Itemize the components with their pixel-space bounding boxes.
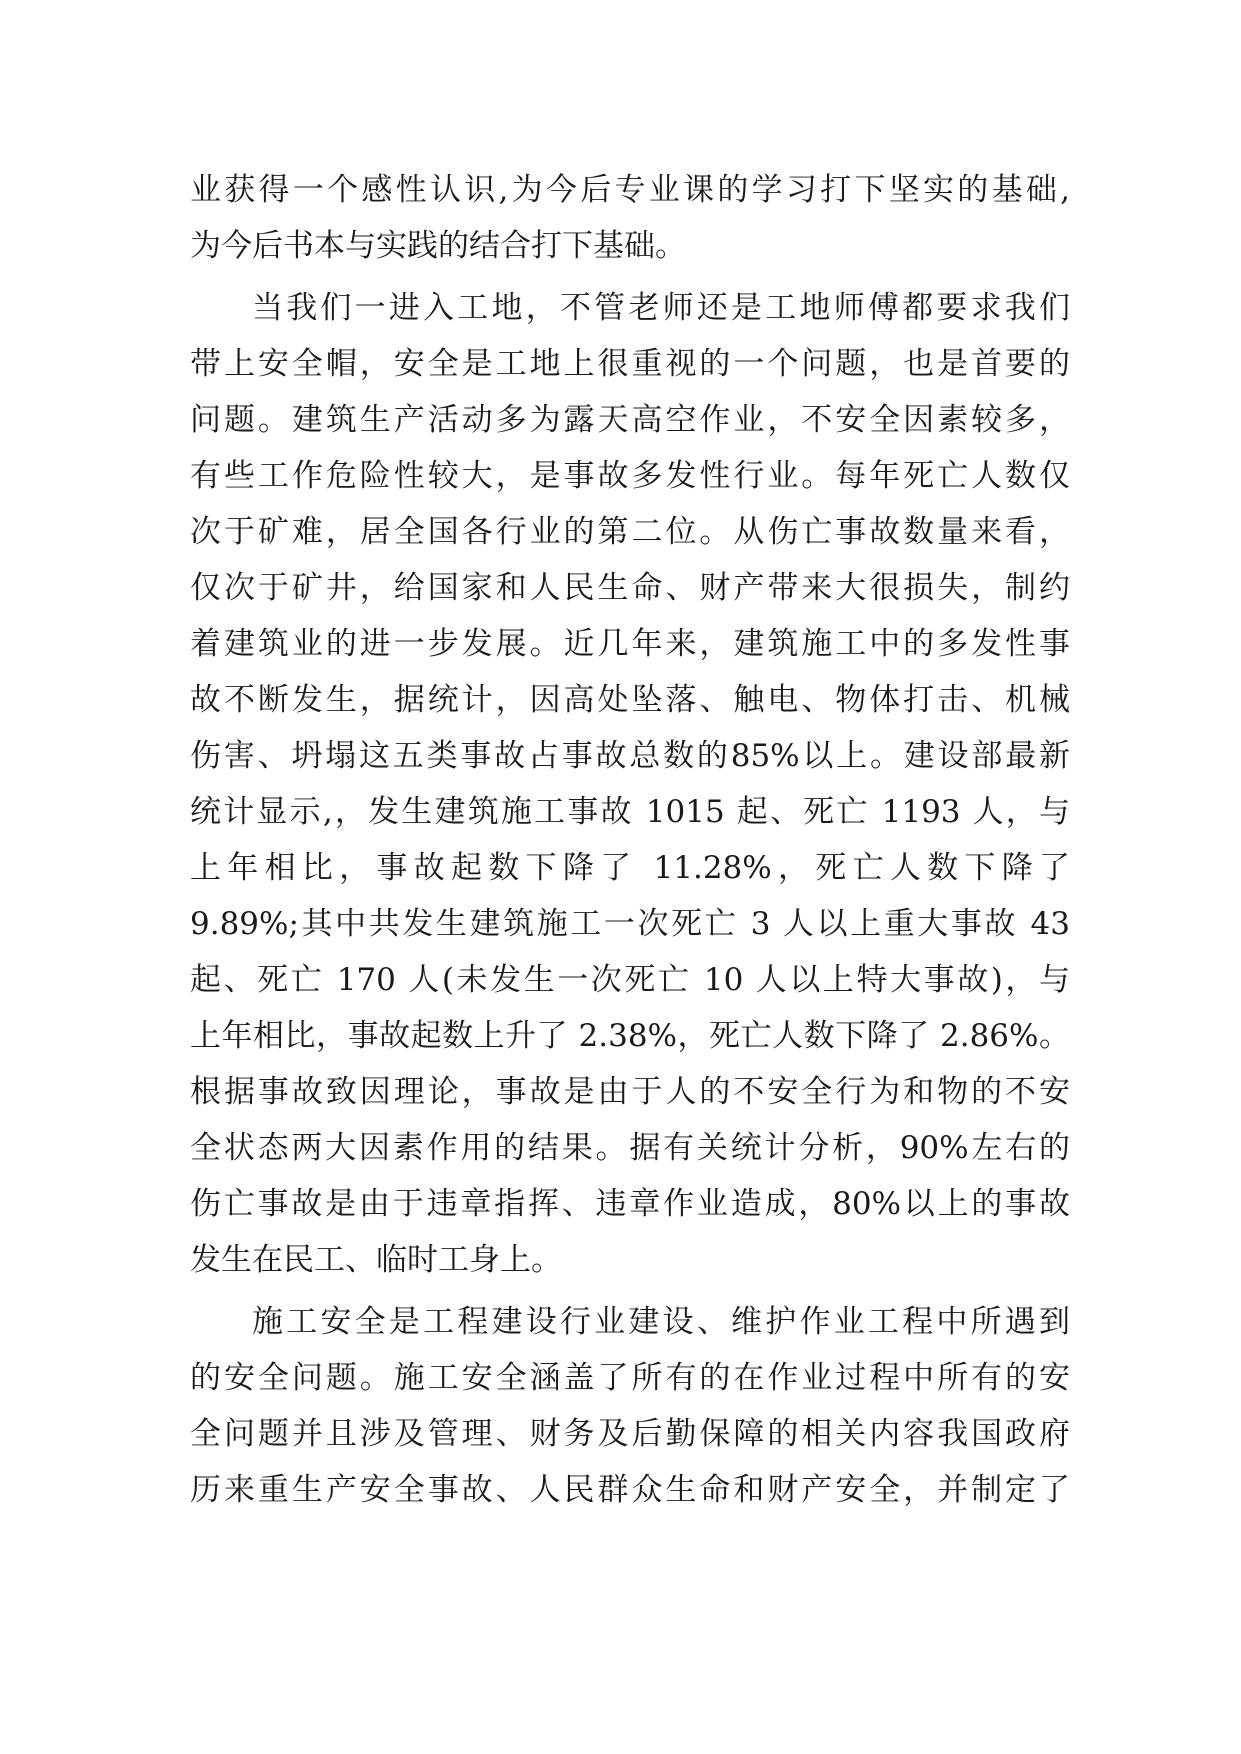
- paragraph-line: 施工安全是工程建设行业建设、维护作业工程中所遇到: [252, 1304, 1070, 1340]
- paragraph-line: 次于矿难，居全国各行业的第二位。从伤亡事故数量来看，: [190, 514, 1070, 550]
- paragraph-line: 仅次于矿井，给国家和人民生命、财产带来大很损失，制约: [190, 570, 1070, 606]
- paragraph-1: [190, 162, 1070, 274]
- paragraph-line: 有些工作危险性较大，是事故多发性行业。每年死亡人数仅: [190, 458, 1070, 494]
- paragraph-line: 着建筑业的进一步发展。近几年来，建筑施工中的多发性事: [190, 626, 1070, 662]
- paragraph-2: [190, 280, 1070, 1288]
- paragraph-line: 带上安全帽，安全是工地上很重视的一个问题，也是首要的: [190, 346, 1070, 382]
- paragraph-line: 伤亡事故是由于违章指挥、违章作业造成，80%以上的事故: [190, 1186, 1070, 1222]
- paragraph-line: 上年相比，事故起数下降了 11.28%，死亡人数下降了: [190, 850, 1070, 886]
- paragraph-line: 当我们一进入工地，不管老师还是工地师傅都要求我们: [252, 290, 1070, 326]
- paragraph-line: 全问题并且涉及管理、财务及后勤保障的相关内容我国政府: [190, 1416, 1070, 1452]
- paragraph-line: 全状态两大因素作用的结果。据有关统计分析，90%左右的: [190, 1130, 1070, 1166]
- paragraph-line: 上年相比，事故起数上升了 2.38%，死亡人数下降了 2.86%。: [190, 1018, 1070, 1054]
- paragraph-line: 9.89%;其中共发生建筑施工一次死亡 3 人以上重大事故 43: [190, 906, 1070, 942]
- paragraph-line: 故不断发生，据统计，因高处坠落、触电、物体打击、机械: [190, 682, 1070, 718]
- paragraph-3: [190, 1294, 1070, 1518]
- body-text: [190, 162, 1070, 1518]
- paragraph-line: 根据事故致因理论，事故是由于人的不安全行为和物的不安: [190, 1074, 1070, 1110]
- paragraph-line: 发生在民工、临时工身上。: [190, 1242, 562, 1278]
- paragraph-line: 历来重生产安全事故、人民群众生命和财产安全，并制定了: [190, 1472, 1070, 1508]
- paragraph-line: 统计显示,，发生建筑施工事故 1015 起、死亡 1193 人，与: [190, 794, 1070, 830]
- paragraph-line: 为今后书本与实践的结合打下基础。: [190, 228, 686, 264]
- paragraph-line: 业获得一个感性认识,为今后专业课的学习打下坚实的基础,: [190, 172, 1070, 208]
- paragraph-line: 伤害、坍塌这五类事故占事故总数的85%以上。建设部最新: [190, 738, 1070, 774]
- paragraph-line: 起、死亡 170 人(未发生一次死亡 10 人以上特大事故)，与: [190, 962, 1070, 998]
- paragraph-line: 的安全问题。施工安全涵盖了所有的在作业过程中所有的安: [190, 1360, 1070, 1396]
- paragraph-line: 问题。建筑生产活动多为露天高空作业，不安全因素较多，: [190, 402, 1070, 438]
